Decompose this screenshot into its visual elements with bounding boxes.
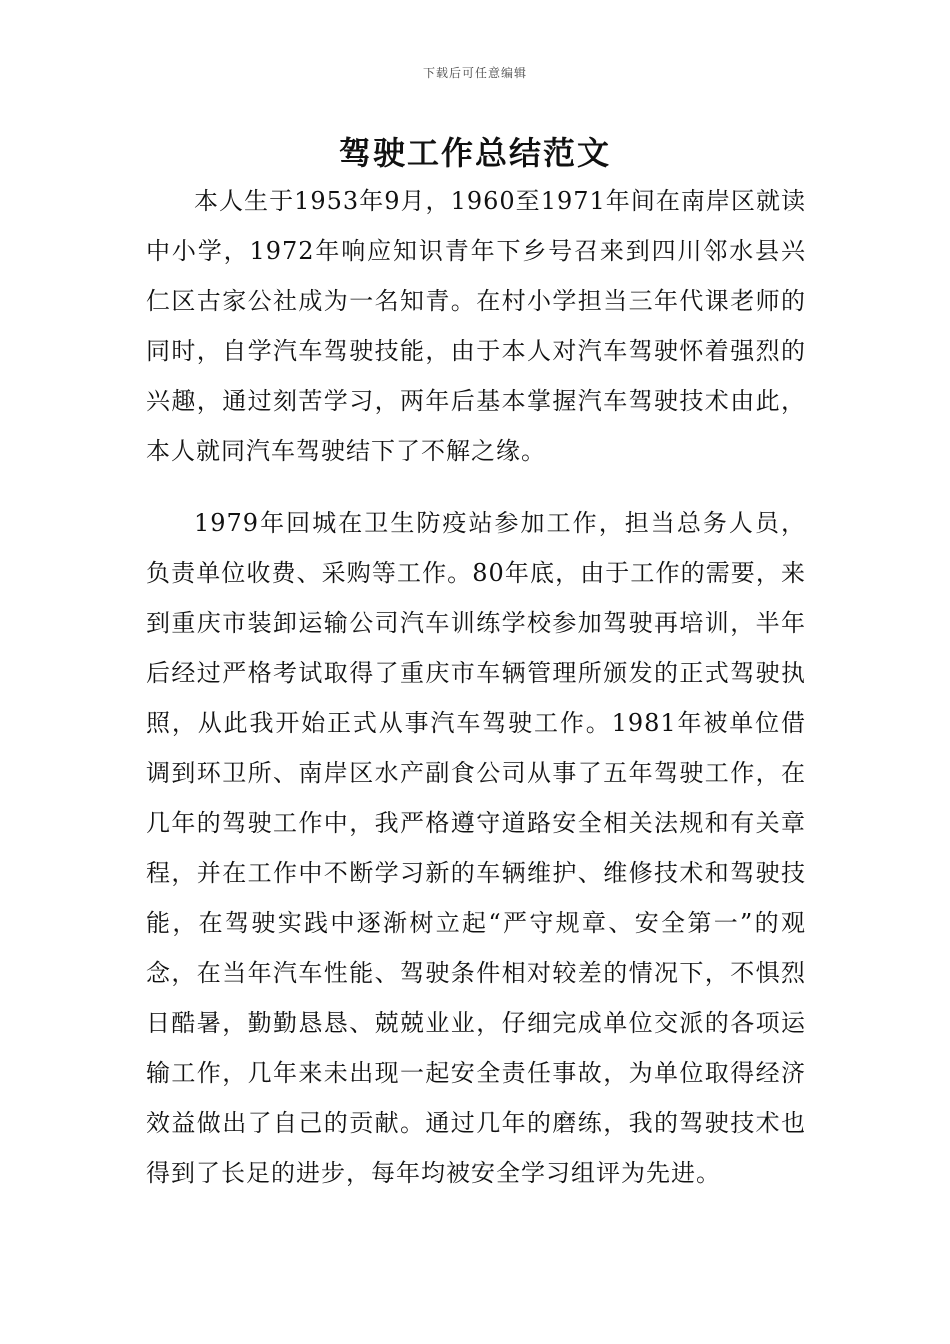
document-body: [146, 176, 806, 1198]
paragraph-1: 本人生于1953年9月，1960至1971年间在南岸区就读中小学，1972年响应知识青年下乡号召来到四川邻水县兴仁区古家公社成为一名知青。在村小学担当三年代课老师的同时，自学汽车驾驶技能，由于本人对汽车驾驶怀着强烈的兴趣，通过刻苦学习，两年后基本掌握汽车驾驶技术由此，本人就同汽车驾驶结下了不解之缘。: [146, 187, 806, 465]
paragraph-2: 1979年回城在卫生防疫站参加工作，担当总务人员，负责单位收费、采购等工作。80年底，由于工作的需要，来到重庆市装卸运输公司汽车训练学校参加驾驶再培训，半年后经过严格考试取得了重庆市车辆管理所颁发的正式驾驶执照，从此我开始正式从事汽车驾驶工作。1981年被单位借调到环卫所、南岸区水产副食公司从事了五年驾驶工作，在几年的驾驶工作中，我严格遵守道路安全相关法规和有关章程，并在工作中不断学习新的车辆维护、维修技术和驾驶技能，在驾驶实践中逐渐树立起“严守规章、安全第一”的观念，在当年汽车性能、驾驶条件相对较差的情况下，不惧烈日酷暑，勤勤恳恳、兢兢业业，仔细完成单位交派的各项运输工作，几年来未出现一起安全责任事故，为单位取得经济效益做出了自己的贡献。通过几年的磨练，我的驾驶技术也得到了长足的进步，每年均被安全学习组评为先进。: [146, 509, 806, 1187]
document-title: 驾驶工作总结范文: [338, 134, 611, 172]
header-note: 下载后可任意编辑: [422, 66, 527, 80]
